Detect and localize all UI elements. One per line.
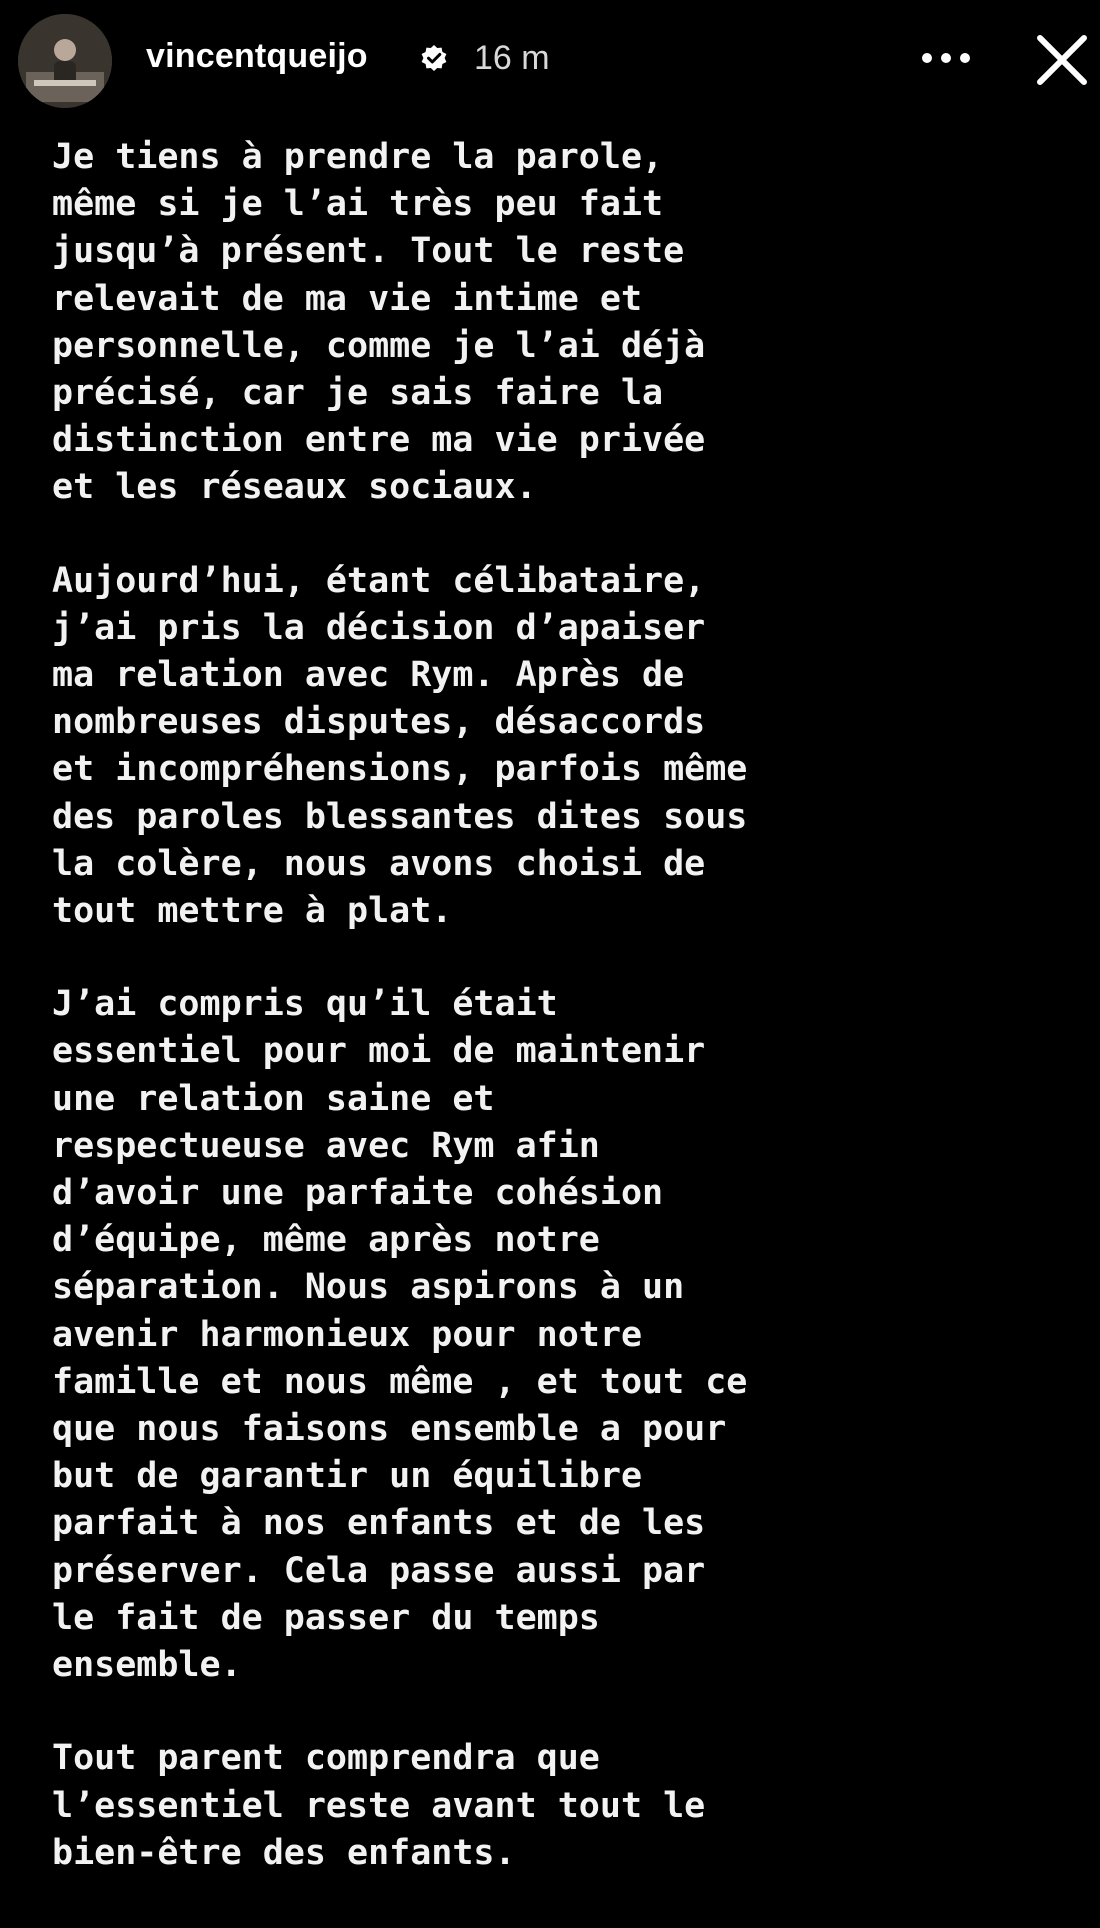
text-line: même si je l’ai très peu fait: [52, 184, 664, 225]
text-line: Aujourd’hui, étant célibataire,: [52, 560, 706, 601]
text-line: essentiel pour moi de maintenir: [52, 1031, 706, 1072]
text-line: d’avoir une parfaite cohésion: [52, 1173, 664, 1214]
text-line: et incompréhensions, parfois même: [52, 749, 748, 790]
text-line: J’ai compris qu’il était: [52, 984, 558, 1025]
timestamp: 16 m: [474, 39, 550, 77]
paragraph-1: [52, 134, 1082, 512]
text-line: des paroles blessantes dites sous: [52, 796, 748, 837]
username[interactable]: vincentqueijo: [146, 37, 368, 75]
text-line: famille et nous même , et tout ce: [52, 1361, 748, 1402]
text-line: et les réseaux sociaux.: [52, 467, 537, 508]
text-line: distinction entre ma vie privée: [52, 420, 706, 461]
text-line: Tout parent comprendra que: [52, 1738, 600, 1779]
text-line: ensemble.: [52, 1645, 242, 1686]
text-line: ma relation avec Rym. Après de: [52, 655, 685, 696]
text-line: la colère, nous avons choisi de: [52, 843, 706, 884]
text-line: l’essentiel reste avant tout le: [52, 1785, 706, 1826]
text-line: bien-être des enfants.: [52, 1832, 516, 1873]
text-line: préserver. Cela passe aussi par: [52, 1550, 706, 1591]
story-header: [0, 0, 1100, 120]
paragraph-2: [52, 558, 1082, 936]
close-icon[interactable]: [1032, 30, 1092, 90]
text-line: d’équipe, même après notre: [52, 1220, 600, 1261]
more-horizontal-icon[interactable]: [918, 38, 974, 78]
text-line: jusqu’à présent. Tout le reste: [52, 231, 685, 272]
text-line: respectueuse avec Rym afin: [52, 1125, 600, 1166]
text-line: Je tiens à prendre la parole,: [52, 137, 664, 177]
story-text: [52, 134, 1082, 1923]
text-line: séparation. Nous aspirons à un: [52, 1267, 685, 1308]
text-line: parfait à nos enfants et de les: [52, 1503, 706, 1544]
text-line: personnelle, comme je l’ai déjà: [52, 325, 706, 366]
verified-badge-icon: [420, 44, 448, 72]
paragraph-3: [52, 981, 1082, 1689]
text-line: but de garantir un équilibre: [52, 1456, 643, 1497]
text-line: précisé, car je sais faire la: [52, 373, 664, 414]
text-line: tout mettre à plat.: [52, 891, 453, 932]
text-line: nombreuses disputes, désaccords: [52, 702, 706, 743]
paragraph-4: [52, 1735, 1082, 1877]
avatar[interactable]: [18, 14, 112, 108]
text-line: relevait de ma vie intime et: [52, 278, 643, 319]
text-line: j’ai pris la décision d’apaiser: [52, 607, 706, 648]
text-line: avenir harmonieux pour notre: [52, 1314, 643, 1355]
text-line: que nous faisons ensemble a pour: [52, 1409, 727, 1450]
text-line: le fait de passer du temps: [52, 1597, 600, 1638]
text-line: une relation saine et: [52, 1078, 495, 1119]
